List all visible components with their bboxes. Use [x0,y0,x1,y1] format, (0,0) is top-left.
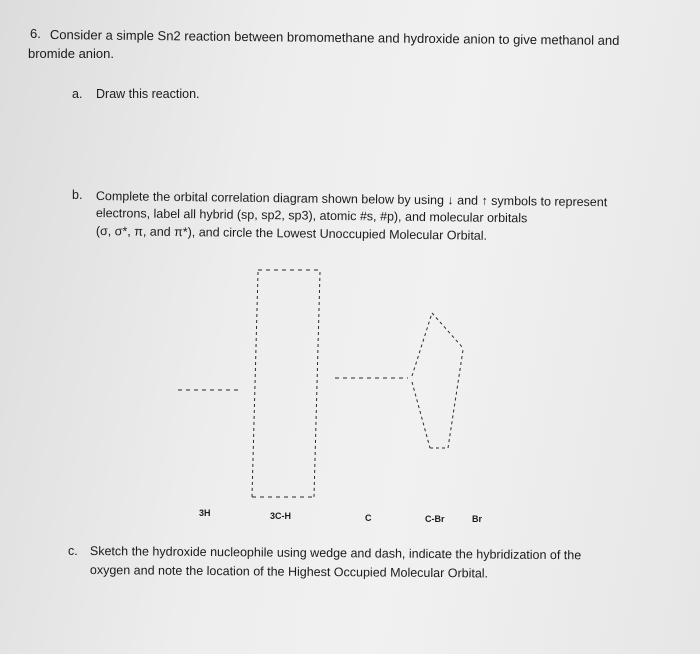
part-b-text-line1: Complete the orbital correlation diagram shown below by using ↓ and ↑ symbols to represent [95,188,608,210]
part-c-marker: c. [68,544,78,558]
part-a-marker: a. [72,87,83,101]
diagram-label-3ch: 3C-H [270,511,292,521]
connector-3ch-left [252,272,258,497]
part-a-text: Draw this reaction. [96,87,200,101]
connector-cbr-upper-right [432,313,463,348]
connector-3ch-right [314,272,320,497]
part-b-text-line3: (σ, σ*, π, and π*), and circle the Lowest Unoccupied Molecular Orbital. [95,223,488,243]
diagram-label-3h: 3H [199,508,211,518]
diagram-label-c: C [365,513,372,523]
question-text-line1: Consider a simple Sn2 reaction between bromomethane and hydroxide anion to give methanol and [49,27,620,48]
connector-cbr-lower-left [412,382,430,448]
diagram-label-br: Br [472,514,483,524]
diagram-label-cbr: C-Br [425,514,445,524]
connector-cbr-lower-right [448,350,463,448]
question-number: 6. [30,26,41,41]
part-b-marker: b. [72,188,83,202]
part-c-text-line1: Sketch the hydroxide nucleophile using wedge and dash, indicate the hybridization of the [89,543,582,563]
part-c-text-line2: oxygen and note the location of the Highest Occupied Molecular Orbital. [89,562,489,581]
part-b-text-line2: electrons, label all hybrid (sp, sp2, sp3), atomic #s, #p), and molecular orbitals [95,205,528,226]
question-text-line2: bromide anion. [28,46,114,61]
connector-cbr-upper-left [412,313,432,376]
